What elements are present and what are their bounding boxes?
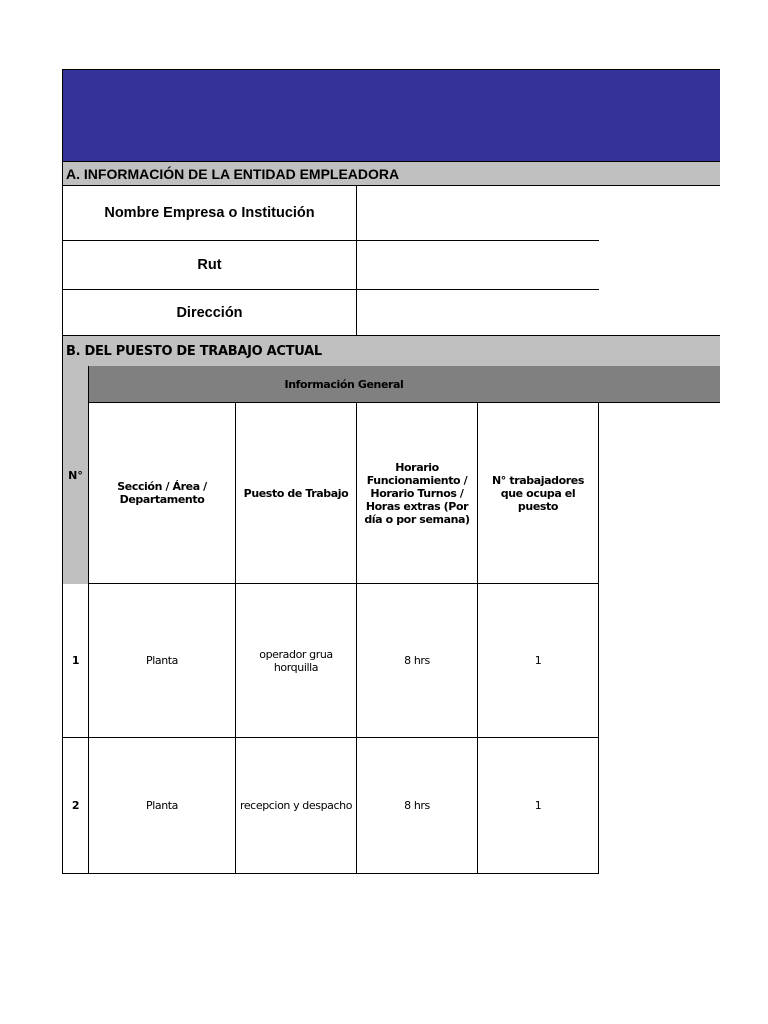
section-a-title — [62, 161, 720, 186]
table-row-2-puesto[interactable]: recepcion y despacho — [236, 738, 357, 874]
label-nombre-empresa: Nombre Empresa o Institución — [62, 186, 357, 241]
table-row-1-trabajadores[interactable]: 1 — [478, 584, 599, 738]
table-row-2-no: 2 — [62, 738, 89, 874]
section-b-title — [62, 335, 720, 366]
table-row-1-seccion[interactable]: Planta — [89, 584, 236, 738]
section-a-title-text: A. INFORMACIÓN DE LA ENTIDAD EMPLEADORA — [66, 165, 400, 182]
column-header-no-text: N° — [68, 468, 83, 482]
group-header-informacion-general — [89, 366, 720, 403]
table-row-2-horario[interactable]: 8 hrs — [357, 738, 478, 874]
section-b-title-text: B. DEL PUESTO DE TRABAJO ACTUAL — [66, 343, 322, 359]
group-header-text: Información General — [284, 377, 404, 391]
column-header-trabajadores: N° trabajadores que ocupa el puesto — [478, 403, 599, 584]
label-rut: Rut — [62, 241, 357, 290]
label-direccion: Dirección — [62, 290, 357, 335]
table-row-1-horario[interactable]: 8 hrs — [357, 584, 478, 738]
column-header-horario: Horario Funcionamiento / Horario Turnos / Horas extras (Por día o por semana) — [357, 403, 478, 584]
header-banner — [62, 69, 720, 161]
field-direccion[interactable] — [357, 290, 599, 335]
field-nombre-empresa[interactable] — [357, 186, 599, 241]
field-rut[interactable] — [357, 241, 599, 290]
table-row-1-no: 1 — [62, 584, 89, 738]
column-header-puesto: Puesto de Trabajo — [236, 403, 357, 584]
column-header-seccion: Sección / Área / Departamento — [89, 403, 236, 584]
table-row-2-trabajadores[interactable]: 1 — [478, 738, 599, 874]
table-row-2-seccion[interactable]: Planta — [89, 738, 236, 874]
table-row-1-puesto[interactable]: operador grua horquilla — [236, 584, 357, 738]
column-header-no — [62, 366, 89, 584]
